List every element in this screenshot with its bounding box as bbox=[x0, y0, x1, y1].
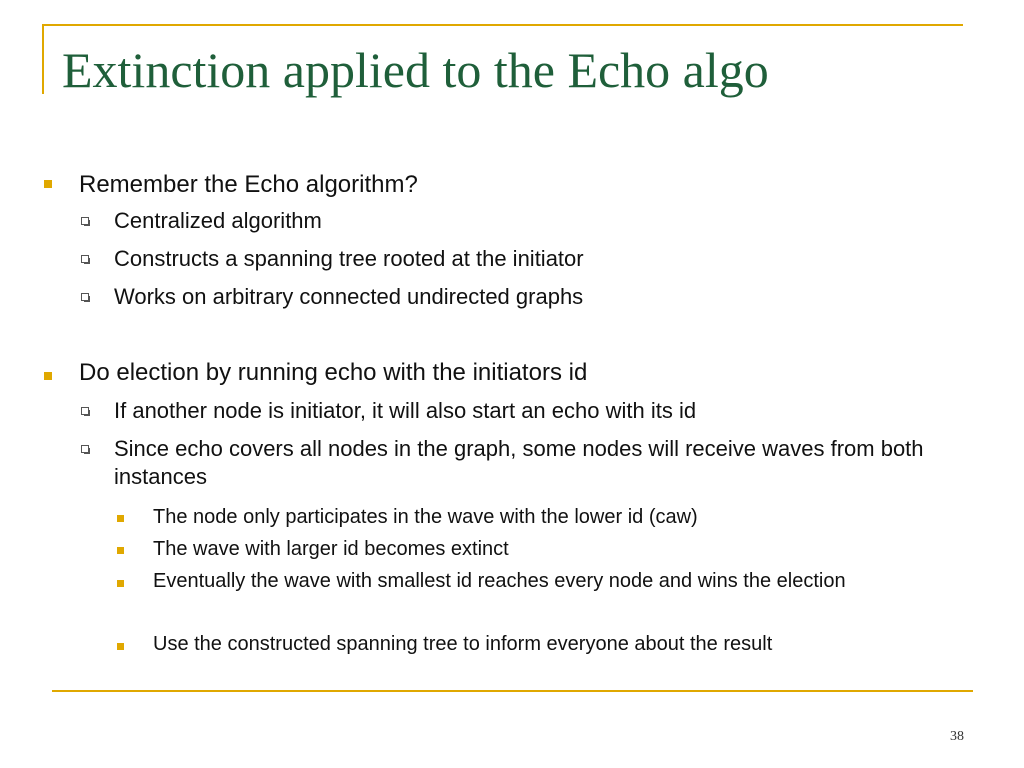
bullet-1-2-text: Constructs a spanning tree rooted at the initiator bbox=[114, 246, 584, 271]
bullet-1-3-text: Works on arbitrary connected undirected graphs bbox=[114, 284, 584, 309]
bullet-2-1-text: If another node is initiator, it will also start an echo with its id bbox=[114, 398, 697, 423]
checkbox-bullet-icon bbox=[81, 445, 89, 453]
slide-title: Extinction applied to the Echo algo bbox=[62, 42, 769, 98]
bullet-square-icon bbox=[117, 547, 124, 554]
bullet-square-icon bbox=[117, 643, 124, 650]
page-number: 38 bbox=[950, 729, 964, 744]
bullet-1-text: Remember the Echo algorithm? bbox=[79, 171, 418, 198]
checkbox-bullet-icon bbox=[81, 407, 89, 415]
checkbox-bullet-icon bbox=[81, 255, 89, 263]
bullet-square-icon bbox=[117, 515, 124, 522]
bullet-square-icon bbox=[44, 180, 52, 188]
bullet-2-2-text: Since echo covers all nodes in the graph, some nodes will receive waves from both instances bbox=[114, 436, 924, 489]
bullet-square-icon bbox=[117, 580, 124, 587]
bullet-2-2-3-text: Eventually the wave with smallest id reaches every node and wins the election bbox=[153, 570, 846, 592]
checkbox-bullet-icon bbox=[81, 217, 89, 225]
bullet-2-2-2-text: The wave with larger id becomes extinct bbox=[153, 538, 509, 560]
bullet-2-text: Do election by running echo with the initiators id bbox=[79, 359, 588, 386]
bullet-1-1-text: Centralized algorithm bbox=[114, 208, 322, 233]
bullet-2-2-4-text: Use the constructed spanning tree to inform everyone about the result bbox=[153, 633, 773, 655]
bullet-square-icon bbox=[44, 372, 52, 380]
bullet-2-2-1-text: The node only participates in the wave with the lower id (caw) bbox=[153, 506, 698, 528]
checkbox-bullet-icon bbox=[81, 293, 89, 301]
